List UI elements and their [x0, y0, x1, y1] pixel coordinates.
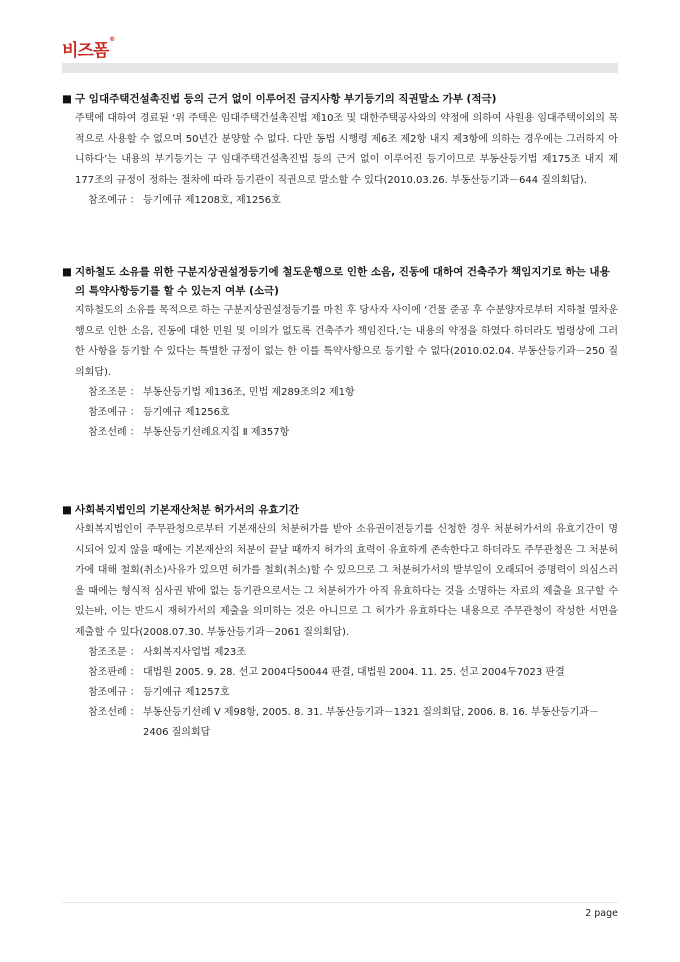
reference-label: 참조선례	[88, 427, 127, 438]
section-title: 지하철도 소유를 위한 구분지상권설정등기에 철도운행으로 인한 소음, 진동에 대하여 건축주가 책임지기로 하는 내용의 특약사항등기를 할 수 있는지 여부 (소극)	[75, 266, 610, 297]
reference-label: 참조예규	[88, 195, 127, 206]
document-body	[62, 90, 618, 801]
reference-row	[62, 683, 618, 703]
section-heading	[62, 263, 618, 301]
page-number: 2 page	[585, 908, 618, 919]
reference-separator: ：	[126, 647, 140, 658]
section-2	[62, 263, 618, 443]
reference-label: 참조예규	[88, 687, 127, 698]
square-bullet-icon: ■	[62, 504, 72, 516]
reference-separator: ：	[126, 387, 140, 398]
reference-value: 부동산등기법 제136조, 민법 제289조의2 제1항	[143, 387, 355, 398]
section-1	[62, 90, 618, 211]
section-title: 사회복지법인의 기본재산처분 허가서의 유효기간	[75, 504, 299, 516]
section-heading	[62, 90, 618, 109]
reference-value: 사회복지사업법 제23조	[143, 647, 246, 658]
section-heading	[62, 501, 618, 520]
section-body: 사회복지법인이 주무관청으로부터 기본재산의 처분허가를 받아 소유권이전등기를 신청한 경우 처분허가서의 유효기간이 명시되어 있지 않을 때에는 기본재산의 처분이 끝날 때까지 허가의 효력이 유효하게 존속한다고 하더라도 주무관청은 그 처분허가에 대해 철회(취소)사유가 있으면 허가를 철회(취소)할 수 있으므로 그 처분허가서의 발부일이 오래되어 증명력이 의심스러울 때에는 형식적 심사권 밖에 없는 등기관으로서는 그 처분허가가 아직 유효하다는 것을 소명하는 자료의 제출을 요구할 수 있는바, 이는 반드시 재허가서의 제출을 의미하는 것은 아니므로 그 허가가 유효하다는 내용으로 주무관청이 작성한 서면을 제출할 수 있다(2008.07.30. 부동산등기과－2061 질의회답).	[75, 524, 618, 638]
reference-row	[62, 703, 618, 743]
footer-divider	[62, 902, 618, 903]
reference-label: 참조조문	[88, 387, 127, 398]
reference-value: 부동산등기선례 Ⅴ 제98항, 2005. 8. 31. 부동산등기과－1321 질의회답, 2006. 8. 16. 부동산등기과－2406 질의회답	[143, 707, 599, 738]
registered-mark: ®	[109, 36, 115, 43]
reference-label: 참조예규	[88, 407, 127, 418]
section-3	[62, 501, 618, 743]
reference-row	[62, 383, 618, 403]
section-body: 주택에 대하여 경료된 ‘위 주택은 임대주택건설촉진법 제10조 및 대한주택공사와의 약정에 의하여 사원용 임대주택이외의 목적으로 사용할 수 없으며 50년간 분양할 수 없다. 다만 동법 시행령 제6조 제2항 내지 제3항에 의하는 경우에는 그러하지 아니하다’는 내용의 부기등기는 구 임대주택건설촉진법 등의 근거 없이 이루어진 등기이므로 부동산등기법 제175조 내지 제177조의 규정이 정하는 절차에 따라 등기관이 직권으로 말소할 수 있다(2010.03.26. 부동산등기과－644 질의회답).	[75, 113, 618, 186]
brand-logo-text: 비즈폼	[62, 41, 109, 61]
reference-value: 부동산등기선례요지집 Ⅱ 제357항	[143, 427, 290, 438]
square-bullet-icon: ■	[62, 266, 72, 278]
section-body: 지하철도의 소유를 목적으로 하는 구분지상권설정등기를 마친 후 당사자 사이에 ‘건물 준공 후 수분양자로부터 지하철 열차운행으로 인한 소음, 진동에 대한 민원 및 이의가 없도록 건축주가 책임진다.’는 내용의 약정을 하였다 하더라도 법령상에 그러한 사항을 등기할 수 있다는 특별한 규정이 없는 한 이를 특약사항으로 등기할 수 없다(2010.02.04. 부동산등기과－250 질의회답).	[75, 305, 618, 378]
reference-separator: ：	[126, 687, 140, 698]
reference-value: 대법원 2005. 9. 28. 선고 2004다50044 판결, 대법원 2004. 11. 25. 선고 2004두7023 판결	[143, 667, 565, 678]
brand-logo	[62, 36, 114, 61]
reference-row	[62, 643, 618, 663]
reference-value: 등기예규 제1208호, 제1256호	[143, 195, 281, 206]
reference-value: 등기예규 제1256호	[143, 407, 230, 418]
reference-label: 참조판례	[88, 667, 127, 678]
reference-separator: ：	[126, 195, 140, 206]
reference-separator: ：	[126, 427, 140, 438]
header-bar	[62, 63, 618, 73]
reference-value: 등기예규 제1257호	[143, 687, 230, 698]
section-title: 구 임대주택건설촉진법 등의 근거 없이 이루어진 금지사항 부기등기의 직권말소 가부 (적극)	[75, 93, 497, 105]
reference-row	[62, 191, 618, 211]
reference-separator: ：	[126, 707, 140, 718]
square-bullet-icon: ■	[62, 93, 72, 105]
reference-row	[62, 663, 618, 683]
reference-label: 참조선례	[88, 707, 127, 718]
reference-separator: ：	[126, 667, 140, 678]
reference-row	[62, 423, 618, 443]
reference-row	[62, 403, 618, 423]
reference-separator: ：	[126, 407, 140, 418]
reference-label: 참조조문	[88, 647, 127, 658]
